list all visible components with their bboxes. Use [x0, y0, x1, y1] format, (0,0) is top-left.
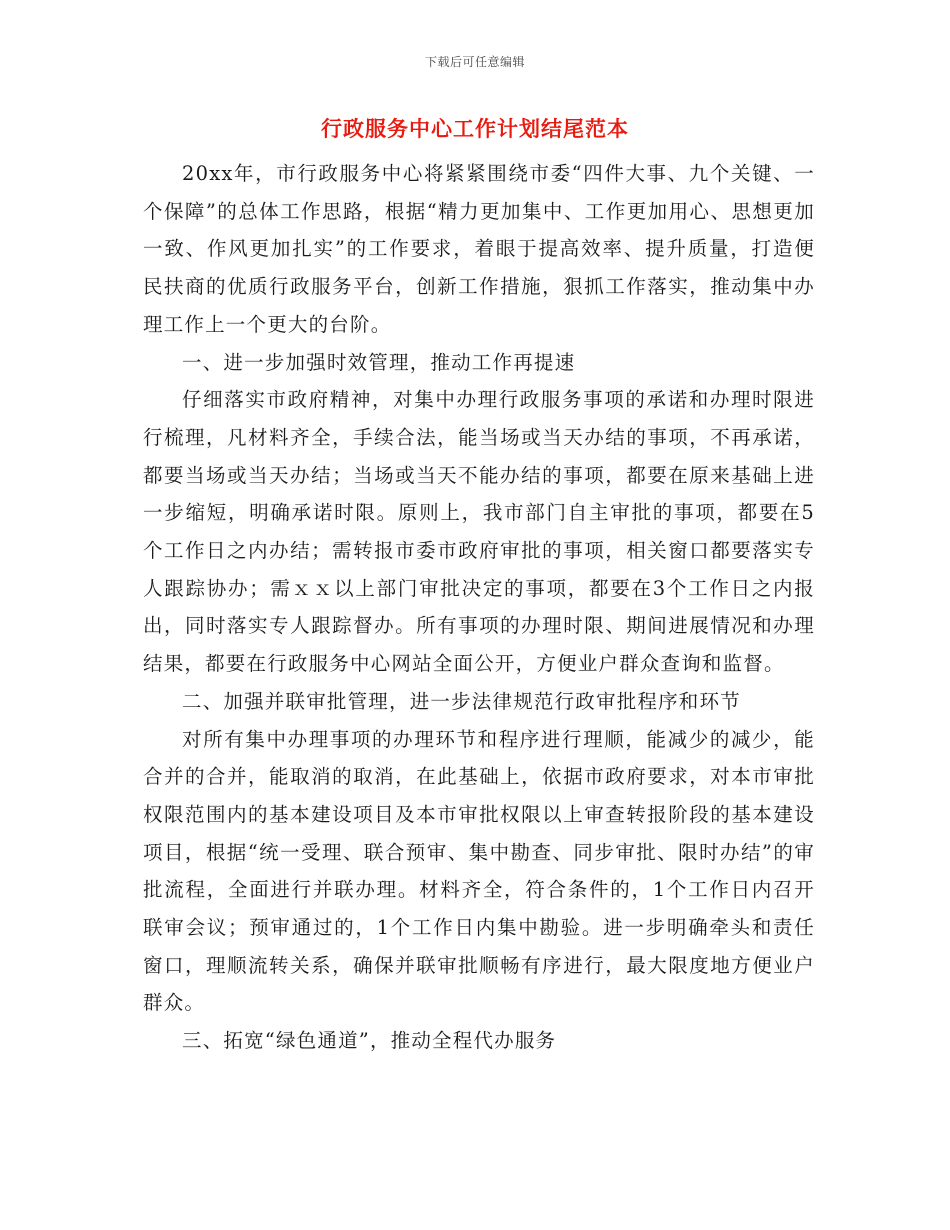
paragraph-section-1: 仔细落实市政府精神，对集中办理行政服务事项的承诺和办理时限进行梳理，凡材料齐全，手续合法，能当场或当天办结的事项，不再承诺，都要当场或当天办结；当场或当天不能办结的事项，都要在原来基础上进一步缩短，明确承诺时限。原则上，我市部门自主审批的事项，都要在5个工作日之内办结；需转报市委市政府审批的事项，相关窗口都要落实专人跟踪协办；需ｘｘ以上部门审批决定的事项，都要在3个工作日之内报出，同时落实专人跟踪督办。所有事项的办理时限、期间进展情况和办理结果，都要在行政服务中心网站全面公开，方便业户群众查询和监督。: [143, 388, 815, 676]
document-title: 行政服务中心工作计划结尾范本: [321, 117, 629, 141]
header-note: 下载后可任意编辑: [424, 55, 525, 69]
section-heading-1: 一、进一步加强时效管理，推动工作再提速: [182, 350, 576, 374]
paragraph-section-2: 对所有集中办理事项的办理环节和程序进行理顺，能减少的减少，能合并的合并，能取消的取消，在此基础上，依据市政府要求，对本市审批权限范围内的基本建设项目及本市审批权限以上审查转报阶段的基本建设项目，根据“统一受理、联合预审、集中勘查、同步审批、限时办结”的审批流程，全面进行并联办理。材料齐全，符合条件的，1个工作日内召开联审会议；预审通过的，1个工作日内集中勘验。进一步明确牵头和责任窗口，理顺流转关系，确保并联审批顺畅有序进行，最大限度地方便业户群众。: [143, 727, 815, 1015]
paragraph-intro: 20xx年，市行政服务中心将紧紧围绕市委“四件大事、九个关键、一个保障”的总体工作思路，根据“精力更加集中、工作更加用心、思想更加一致、作风更加扎实”的工作要求，着眼于提高效率、提升质量，打造便民扶商的优质行政服务平台，创新工作措施，狠抓工作落实，推动集中办理工作上一个更大的台阶。: [143, 162, 815, 336]
section-heading-3: 三、拓宽“绿色通道”，推动全程代办服务: [182, 1029, 557, 1053]
document-body: [143, 155, 815, 1060]
section-heading-2: 二、加强并联审批管理，进一步法律规范行政审批程序和环节: [182, 689, 741, 713]
